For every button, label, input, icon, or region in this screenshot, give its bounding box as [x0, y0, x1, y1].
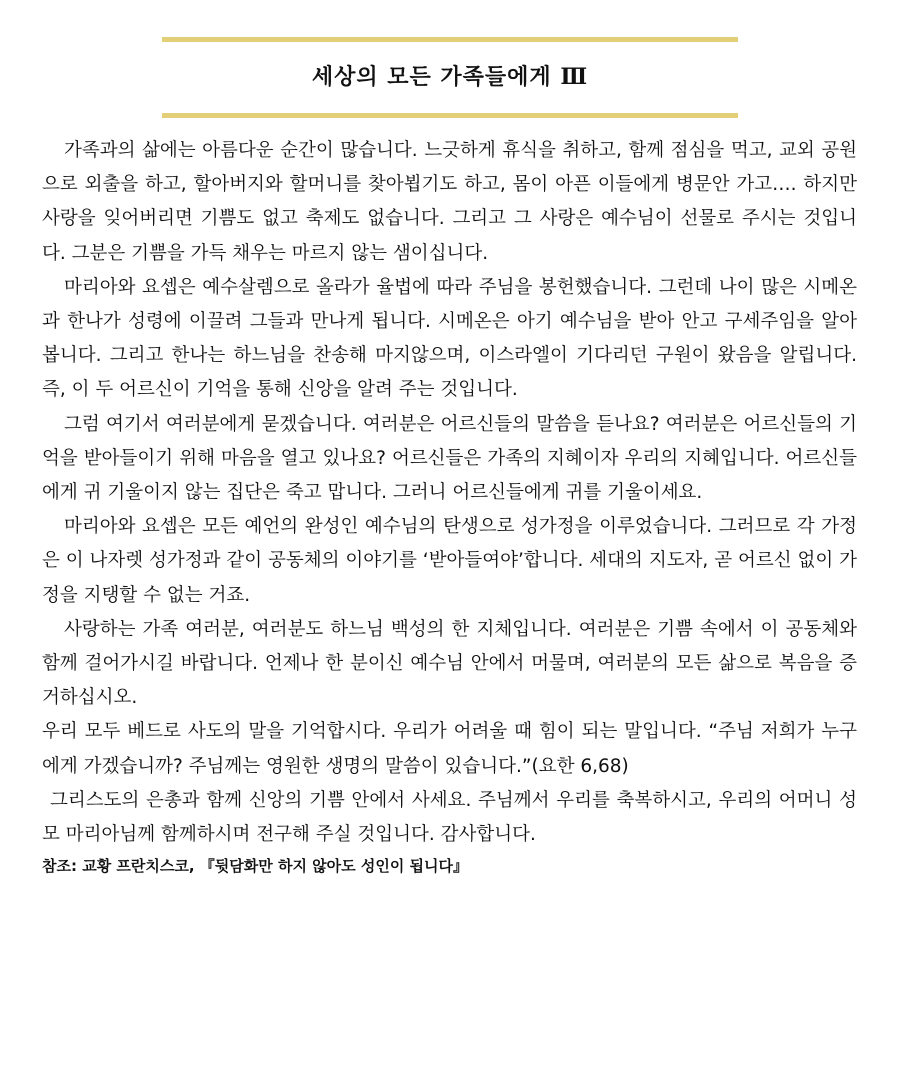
paragraph: 마리아와 요셉은 예수살렘으로 올라가 율법에 따라 주님을 봉헌했습니다. 그런데 나이 많은 시메온과 한나가 성령에 이끌려 그들과 만나게 됩니다. 시메온은 아기 예수님을 받아 안고 구세주임을 알아봅니다. 그리고 한나는 하느님을 찬송해 마지않으며, 이스라엘이 기다리던 구원이 왔음을 알립니다. 즉, 이 두 어르신이 기억을 통해 신앙을 알려 주는 것입니다.	[42, 276, 857, 401]
paragraph: 사랑하는 가족 여러분, 여러분도 하느님 백성의 한 지체입니다. 여러분은 기쁨 속에서 이 공동체와 함께 걸어가시길 바랍니다. 언제나 한 분이신 예수님 안에서 머물며, 여러분의 모든 삶으로 복음을 증거하십시오.	[42, 618, 857, 709]
reference-note: 참조: 교황 프란치스코, 『뒷담화만 하지 않아도 성인이 됩니다』	[42, 857, 469, 876]
paragraph: 가족과의 삶에는 아름다운 순간이 많습니다. 느긋하게 휴식을 취하고, 함께 점심을 먹고, 교외 공원으로 외출을 하고, 할아버지와 할머니를 찾아뵙기도 하고, 몸이 아픈 이들에게 병문안 가고…. 하지만 사랑을 잊어버리면 기쁨도 없고 축제도 없습니다. 그리고 그 사랑은 예수님이 선물로 주시는 것입니다. 그분은 기쁨을 가득 채우는 마르지 않는 샘이십니다.	[42, 140, 857, 264]
top-divider	[162, 37, 738, 42]
bottom-divider	[162, 113, 738, 118]
article-body	[42, 134, 857, 878]
paragraph: 그럼 여기서 여러분에게 묻겠습니다. 여러분은 어르신들의 말씀을 듣나요? 여러분은 어르신들의 기억을 받아들이기 위해 마음을 열고 있나요? 어르신들은 가족의 지혜이자 우리의 지혜입니다. 어르신들에게 귀 기울이지 않는 집단은 죽고 맙니다. 그러니 어르신들에게 귀를 기울이세요.	[42, 413, 857, 504]
page-title: 세상의 모든 가족들에게 Ⅲ	[311, 64, 589, 90]
paragraph: 우리 모두 베드로 사도의 말을 기억합시다. 우리가 어려울 때 힘이 되는 말입니다. “주님 저희가 누구에게 가겠습니까? 주님께는 영원한 생명의 말씀이 있습니다.”(요한 6,68)	[42, 721, 857, 777]
paragraph: 그리스도의 은총과 함께 신앙의 기쁨 안에서 사세요. 주님께서 우리를 축복하시고, 우리의 어머니 성모 마리아님께 함께하시며 전구해 주실 것입니다. 감사합니다.	[42, 789, 857, 846]
paragraph: 마리아와 요셉은 모든 예언의 완성인 예수님의 탄생으로 성가정을 이루었습니다. 그러므로 각 가정은 이 나자렛 성가정과 같이 공동체의 이야기를 ‘받아들여야’합니다. 세대의 지도자, 곧 어르신 없이 가정을 지탱할 수 없는 거죠.	[42, 516, 857, 606]
